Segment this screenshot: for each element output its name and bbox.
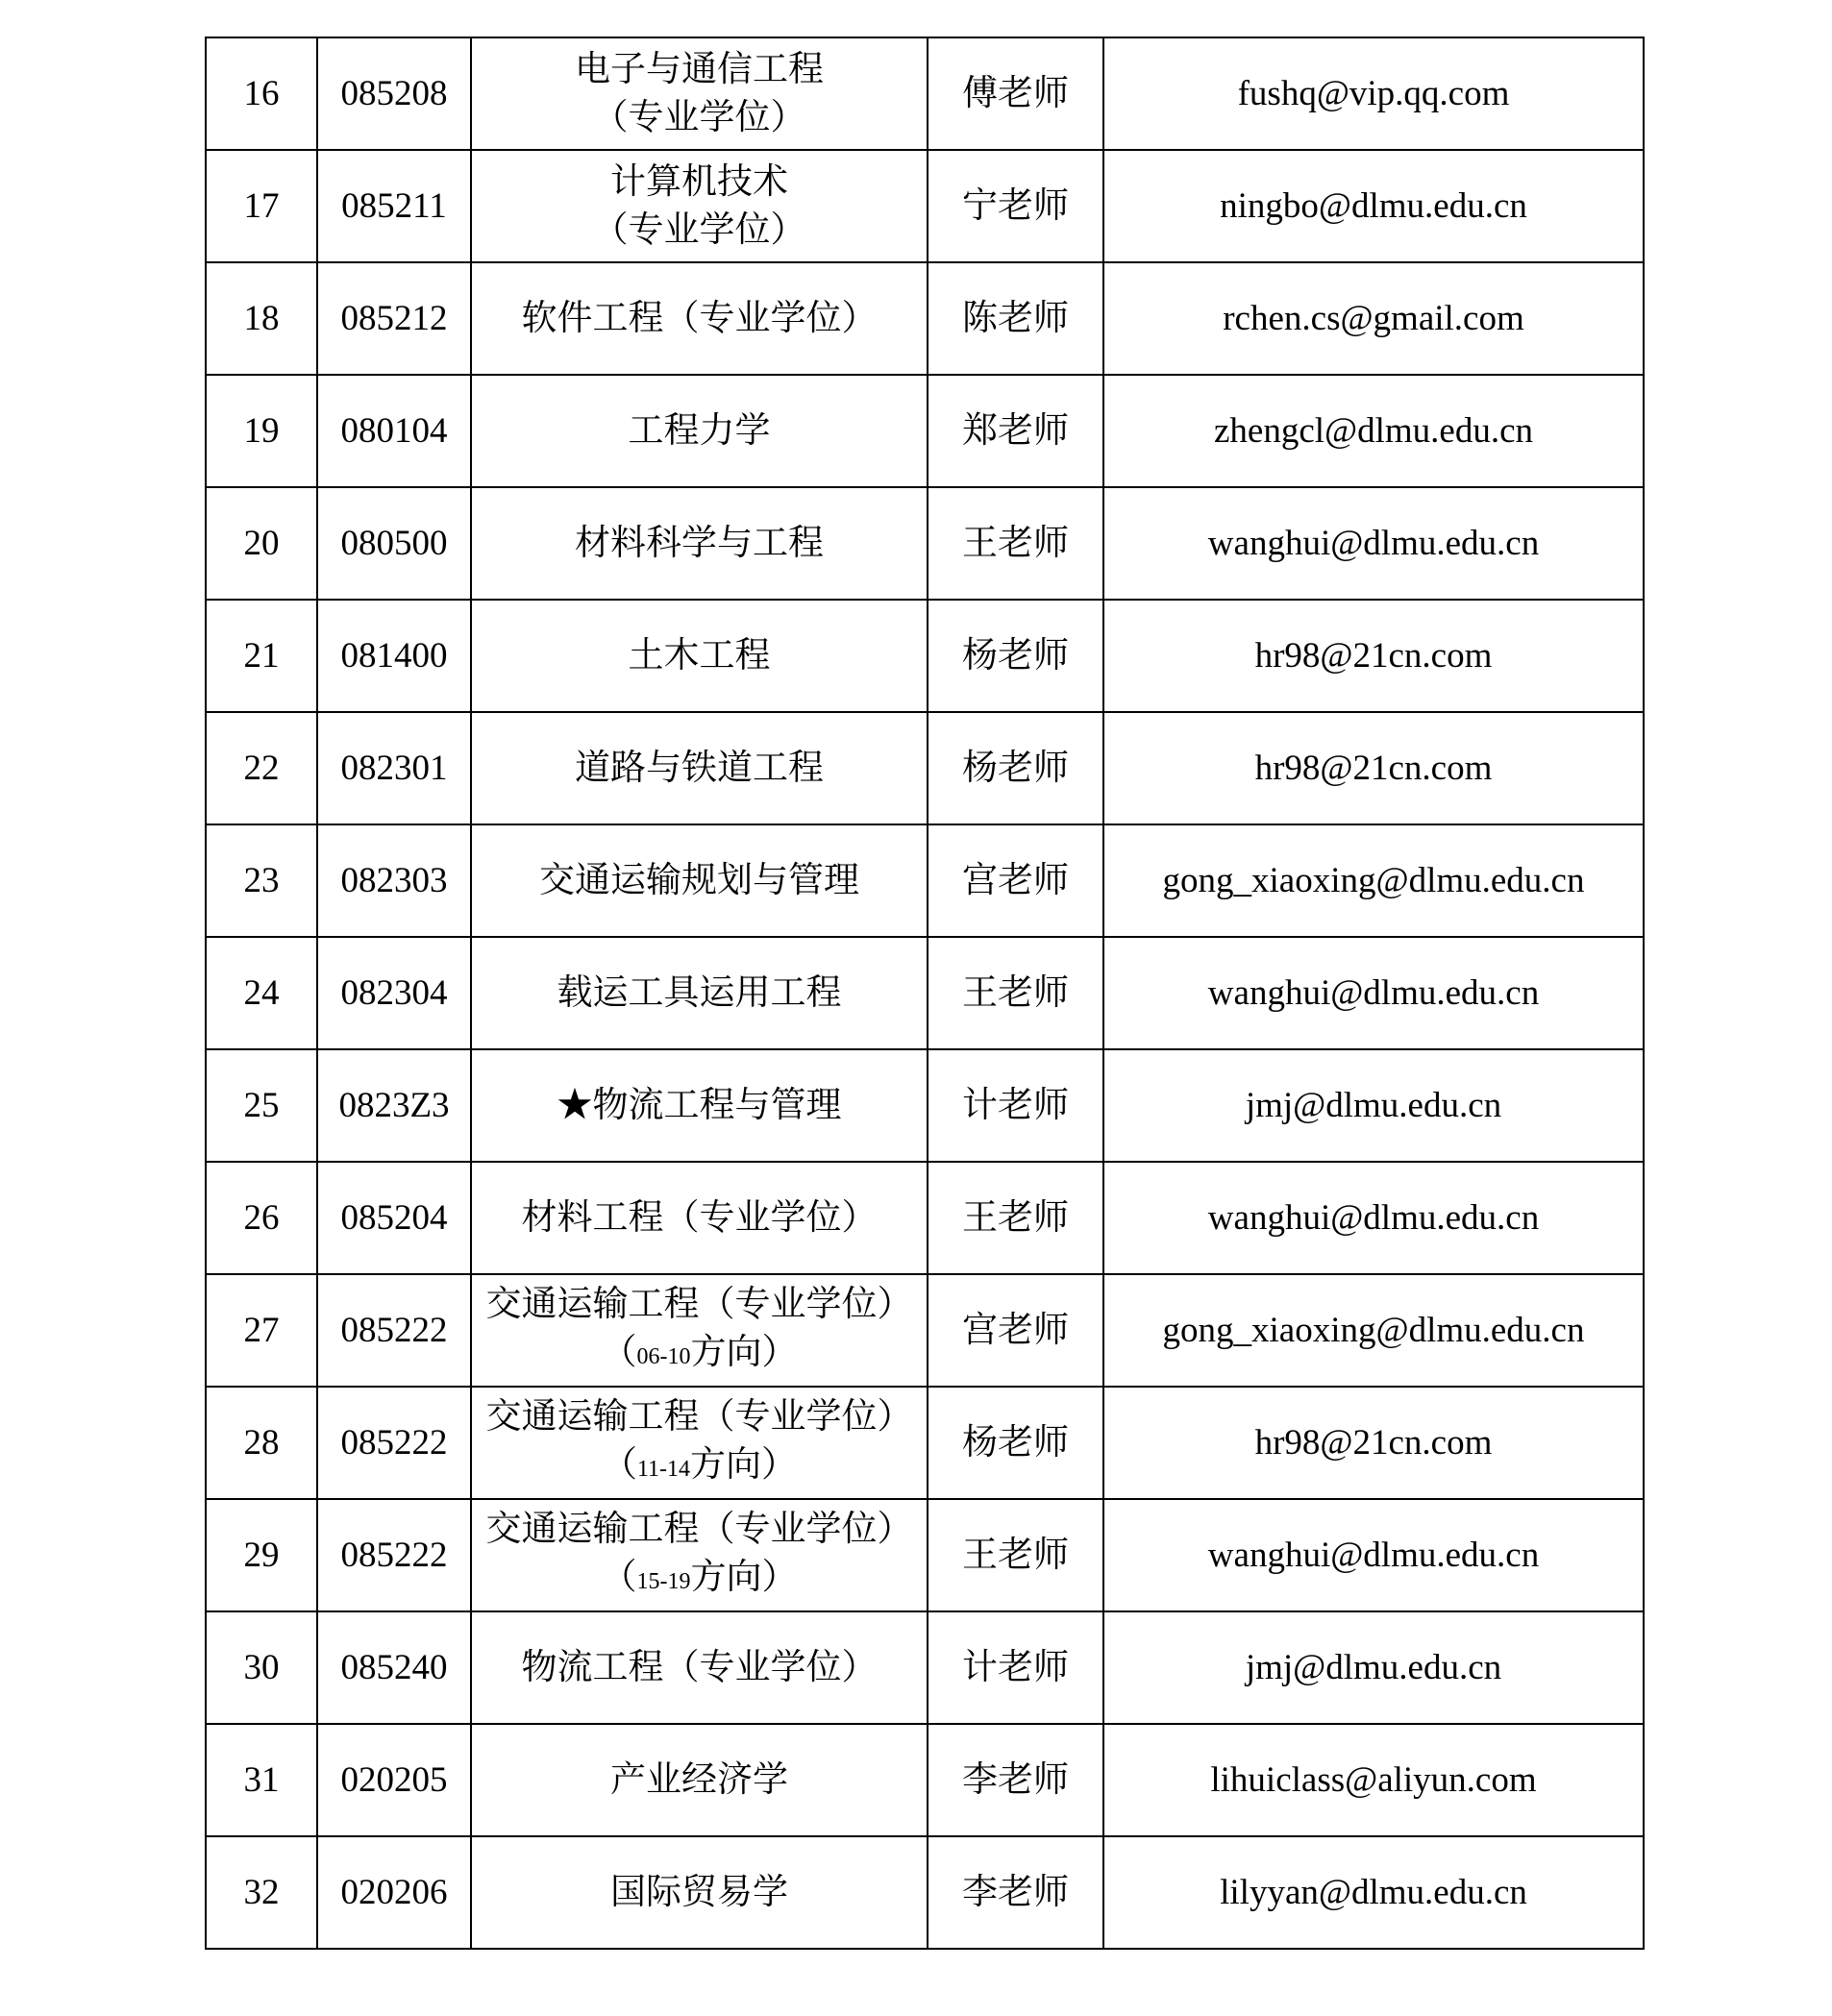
row-number-cell: 30 (206, 1611, 317, 1724)
major-name-cell (471, 1274, 928, 1387)
table-row (206, 487, 1644, 600)
row-number-cell: 20 (206, 487, 317, 600)
major-name-line: 国际贸易学 (610, 1872, 788, 1912)
table-row (206, 1274, 1644, 1387)
table-row (206, 375, 1644, 487)
row-number-cell: 21 (206, 600, 317, 712)
major-code-cell: 085212 (317, 262, 471, 375)
major-name-line: 交通运输工程（专业学位） (485, 1284, 913, 1324)
email-cell: fushq@vip.qq.com (1103, 37, 1644, 150)
teacher-cell: 陈老师 (928, 262, 1103, 375)
major-name-line: 土木工程 (628, 635, 771, 676)
email-cell: ningbo@dlmu.edu.cn (1103, 150, 1644, 262)
major-name-cell (471, 1387, 928, 1499)
teacher-cell: 计老师 (928, 1049, 1103, 1162)
major-name-line: （专业学位） (592, 209, 806, 250)
major-name-line: 材料科学与工程 (575, 523, 824, 563)
teacher-cell: 王老师 (928, 487, 1103, 600)
row-number-cell: 25 (206, 1049, 317, 1162)
major-name-cell (471, 1724, 928, 1836)
direction-suffix: 方向） (690, 1557, 798, 1597)
major-code-cell: 080500 (317, 487, 471, 600)
major-code-cell: 085240 (317, 1611, 471, 1724)
email-cell: gong_xiaoxing@dlmu.edu.cn (1103, 824, 1644, 937)
major-code-cell: 0823Z3 (317, 1049, 471, 1162)
teacher-cell: 宫老师 (928, 1274, 1103, 1387)
email-cell: rchen.cs@gmail.com (1103, 262, 1644, 375)
row-number-cell: 32 (206, 1836, 317, 1949)
row-number-cell: 23 (206, 824, 317, 937)
major-name-cell (471, 1499, 928, 1611)
table-body (206, 37, 1644, 1949)
row-number-cell: 17 (206, 150, 317, 262)
teacher-cell: 杨老师 (928, 712, 1103, 824)
direction-range: 06-10 (636, 1343, 691, 1369)
row-number-cell: 28 (206, 1387, 317, 1499)
email-cell: lihuiclass@aliyun.com (1103, 1724, 1644, 1836)
major-code-cell: 020206 (317, 1836, 471, 1949)
major-name-line: 计算机技术 (610, 161, 788, 202)
major-name-cell (471, 262, 928, 375)
major-code-cell: 085222 (317, 1387, 471, 1499)
major-code-cell: 080104 (317, 375, 471, 487)
teacher-cell: 杨老师 (928, 600, 1103, 712)
major-name-line: 电子与通信工程 (575, 49, 824, 89)
major-name-line (472, 1554, 927, 1606)
teacher-cell: 郑老师 (928, 375, 1103, 487)
email-cell: jmj@dlmu.edu.cn (1103, 1611, 1644, 1724)
major-name-cell (471, 600, 928, 712)
major-name-line: ★物流工程与管理 (557, 1085, 842, 1125)
row-number-cell: 19 (206, 375, 317, 487)
email-cell: wanghui@dlmu.edu.cn (1103, 937, 1644, 1049)
table-row (206, 824, 1644, 937)
major-code-cell: 082303 (317, 824, 471, 937)
table-row (206, 600, 1644, 712)
major-name-cell (471, 375, 928, 487)
major-name-line: 道路与铁道工程 (575, 748, 824, 788)
major-name-cell (471, 1162, 928, 1274)
major-code-cell: 085222 (317, 1499, 471, 1611)
major-name-line: 交通运输工程（专业学位） (485, 1509, 913, 1549)
email-cell: gong_xiaoxing@dlmu.edu.cn (1103, 1274, 1644, 1387)
direction-range: 11-14 (636, 1456, 691, 1482)
teacher-cell: 李老师 (928, 1724, 1103, 1836)
major-name-line: 软件工程（专业学位） (521, 298, 878, 338)
teacher-cell: 杨老师 (928, 1387, 1103, 1499)
email-cell: lilyyan@dlmu.edu.cn (1103, 1836, 1644, 1949)
table-row (206, 37, 1644, 150)
major-code-cell: 085208 (317, 37, 471, 150)
row-number-cell: 22 (206, 712, 317, 824)
direction-open-paren: （ (601, 1332, 637, 1372)
major-name-cell (471, 1049, 928, 1162)
major-name-line: 物流工程（专业学位） (521, 1647, 878, 1687)
major-name-line: 材料工程（专业学位） (521, 1197, 878, 1238)
row-number-cell: 31 (206, 1724, 317, 1836)
table-row (206, 1836, 1644, 1949)
teacher-cell: 宁老师 (928, 150, 1103, 262)
major-code-cell: 085204 (317, 1162, 471, 1274)
table-row (206, 262, 1644, 375)
teacher-cell: 计老师 (928, 1611, 1103, 1724)
direction-suffix: 方向） (690, 1444, 798, 1485)
row-number-cell: 18 (206, 262, 317, 375)
major-code-cell: 082301 (317, 712, 471, 824)
major-name-line: 产业经济学 (610, 1759, 788, 1800)
row-number-cell: 29 (206, 1499, 317, 1611)
major-code-cell: 085211 (317, 150, 471, 262)
table-row (206, 1611, 1644, 1724)
table-row (206, 150, 1644, 262)
major-code-cell: 082304 (317, 937, 471, 1049)
major-name-line (472, 1441, 927, 1493)
table-row (206, 1724, 1644, 1836)
major-name-cell (471, 1836, 928, 1949)
major-name-cell (471, 937, 928, 1049)
table-row (206, 937, 1644, 1049)
table-row (206, 1387, 1644, 1499)
direction-suffix: 方向） (690, 1332, 798, 1372)
email-cell: hr98@21cn.com (1103, 712, 1644, 824)
major-name-cell (471, 824, 928, 937)
direction-open-paren: （ (601, 1444, 637, 1485)
major-name-line: （专业学位） (592, 97, 806, 137)
teacher-cell: 李老师 (928, 1836, 1103, 1949)
row-number-cell: 16 (206, 37, 317, 150)
teacher-cell: 王老师 (928, 937, 1103, 1049)
row-number-cell: 26 (206, 1162, 317, 1274)
direction-open-paren: （ (601, 1557, 637, 1597)
email-cell: wanghui@dlmu.edu.cn (1103, 487, 1644, 600)
major-name-line: 交通运输工程（专业学位） (485, 1396, 913, 1437)
email-cell: hr98@21cn.com (1103, 1387, 1644, 1499)
major-name-cell (471, 487, 928, 600)
table-row (206, 712, 1644, 824)
teacher-cell: 傅老师 (928, 37, 1103, 150)
major-name-line (472, 1329, 927, 1381)
teacher-cell: 宫老师 (928, 824, 1103, 937)
teacher-cell: 王老师 (928, 1162, 1103, 1274)
teacher-cell: 王老师 (928, 1499, 1103, 1611)
major-name-line: 工程力学 (628, 410, 771, 451)
email-cell: wanghui@dlmu.edu.cn (1103, 1499, 1644, 1611)
row-number-cell: 27 (206, 1274, 317, 1387)
row-number-cell: 24 (206, 937, 317, 1049)
email-cell: jmj@dlmu.edu.cn (1103, 1049, 1644, 1162)
email-cell: zhengcl@dlmu.edu.cn (1103, 375, 1644, 487)
table-row (206, 1049, 1644, 1162)
contact-table (205, 37, 1645, 1950)
major-code-cell: 081400 (317, 600, 471, 712)
major-name-cell (471, 37, 928, 150)
major-name-cell (471, 150, 928, 262)
major-name-line: 载运工具运用工程 (557, 972, 842, 1013)
major-name-line: 交通运输规划与管理 (539, 860, 859, 900)
email-cell: wanghui@dlmu.edu.cn (1103, 1162, 1644, 1274)
major-name-cell (471, 712, 928, 824)
major-code-cell: 020205 (317, 1724, 471, 1836)
major-code-cell: 085222 (317, 1274, 471, 1387)
major-name-cell (471, 1611, 928, 1724)
table-row (206, 1499, 1644, 1611)
direction-range: 15-19 (636, 1568, 691, 1594)
table-row (206, 1162, 1644, 1274)
email-cell: hr98@21cn.com (1103, 600, 1644, 712)
